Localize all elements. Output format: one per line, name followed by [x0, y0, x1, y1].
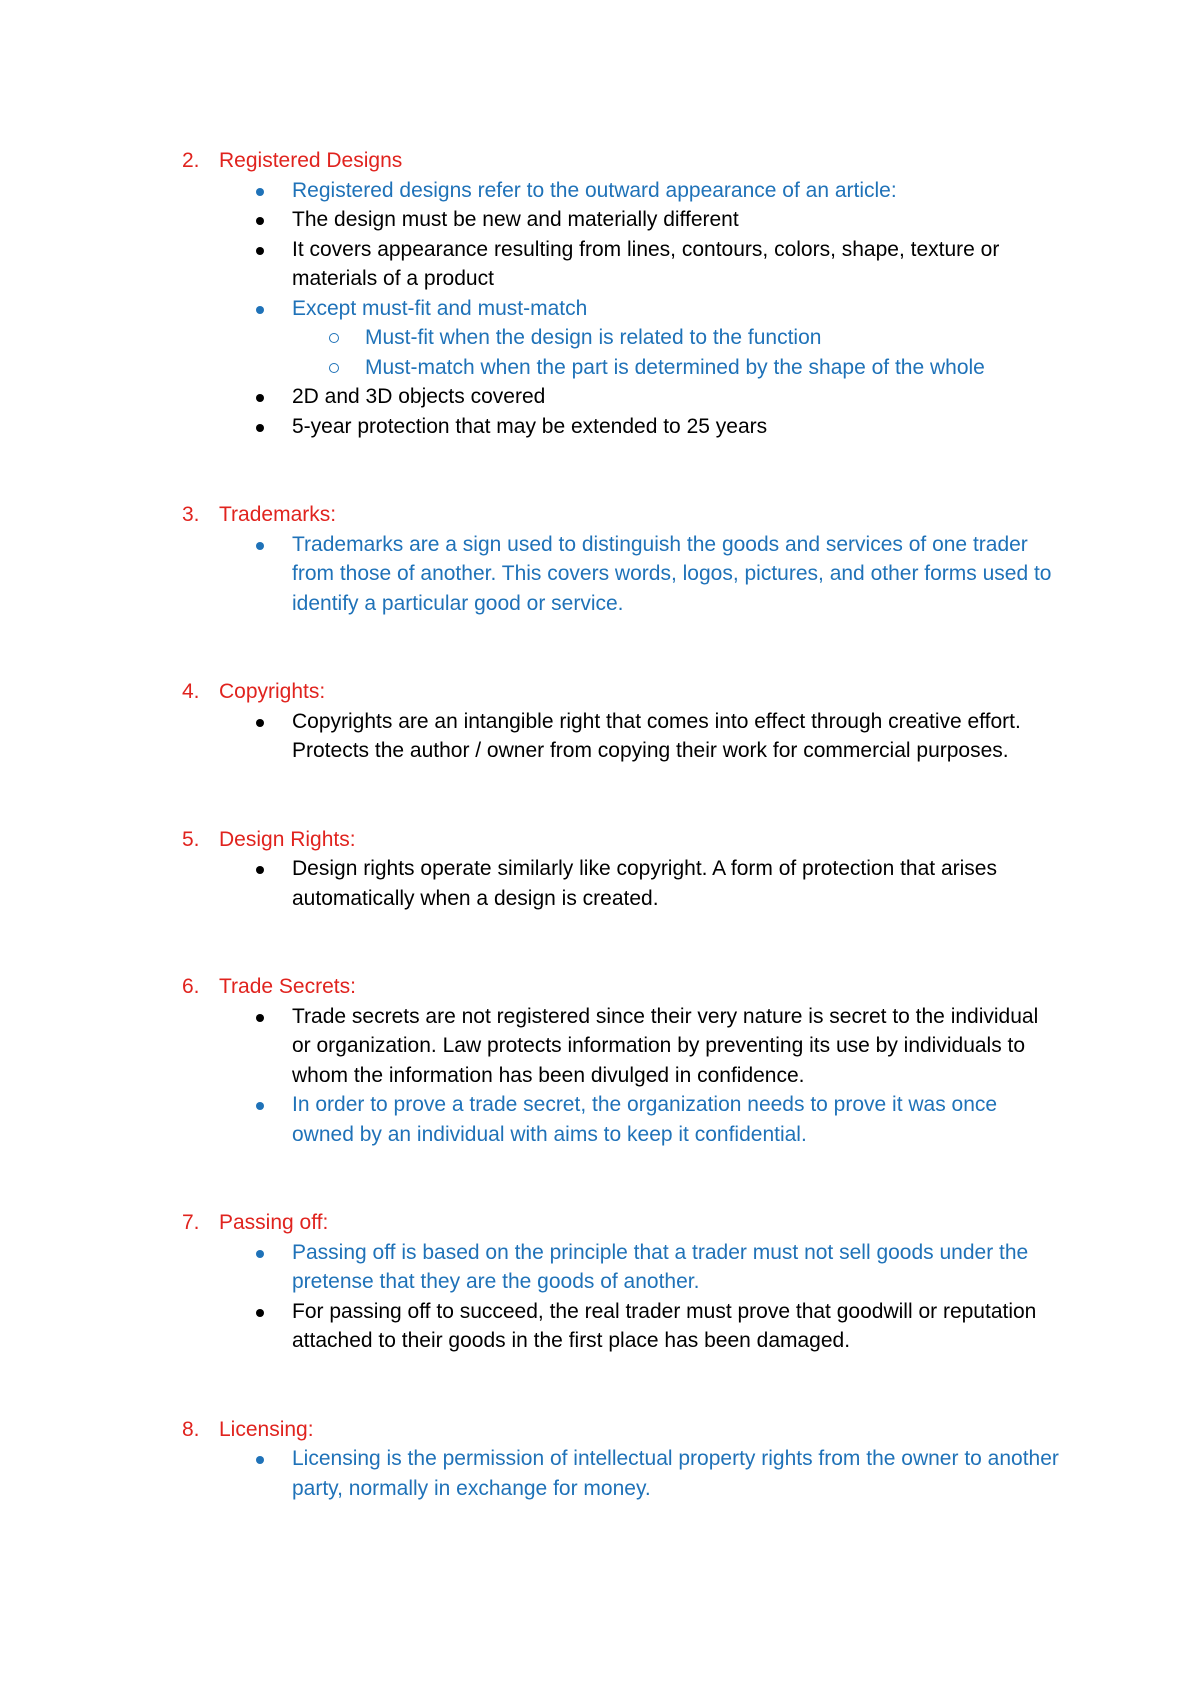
bullet-icon — [256, 424, 264, 432]
section — [0, 146, 1200, 441]
list-item — [0, 294, 1200, 324]
section-heading — [0, 972, 1200, 1002]
sub-list-item — [0, 323, 1200, 353]
section-number: 7. — [182, 1211, 200, 1234]
circle-bullet-icon — [329, 363, 339, 373]
list-item-text: Licensing is the permission of intellectual property rights from the owner to another party, normally in exchange for money. — [292, 1447, 1059, 1500]
section — [0, 677, 1200, 766]
list-item — [0, 1002, 1200, 1091]
list-item — [0, 205, 1200, 235]
section-title: Trade Secrets: — [219, 975, 356, 998]
list-item-text: Except must-fit and must-match — [292, 296, 588, 320]
list-item-text: The design must be new and materially different — [292, 208, 739, 231]
bullet-icon — [256, 1102, 264, 1110]
section-heading — [0, 1415, 1200, 1445]
section-heading — [0, 825, 1200, 855]
bullet-icon — [256, 217, 264, 225]
list-item-text: Registered designs refer to the outward appearance of an article: — [292, 178, 897, 202]
section — [0, 1415, 1200, 1504]
bullet-icon — [256, 1309, 264, 1317]
sub-list-item — [0, 353, 1200, 383]
section-number: 2. — [182, 149, 200, 172]
list-item — [0, 854, 1200, 913]
list-item-text: For passing off to succeed, the real trader must prove that goodwill or reputation attached to their goods in the first place has been damaged. — [292, 1299, 1037, 1352]
list-item — [0, 1297, 1200, 1356]
section-title: Trademarks: — [219, 503, 337, 526]
list-item-text: Design rights operate similarly like copyright. A form of protection that arises automatically when a design is created. — [292, 857, 997, 910]
bullet-list — [0, 1444, 1200, 1503]
section-number: 8. — [182, 1417, 200, 1441]
section-title: Registered Designs — [219, 149, 403, 172]
bullet-icon — [256, 188, 264, 196]
bullet-icon — [256, 394, 264, 402]
section-heading — [0, 500, 1200, 530]
list-item — [0, 707, 1200, 766]
bullet-icon — [256, 1250, 264, 1258]
list-item — [0, 382, 1200, 412]
bullet-icon — [256, 247, 264, 255]
section — [0, 500, 1200, 618]
bullet-icon — [256, 1456, 264, 1464]
section-title: Licensing: — [219, 1417, 314, 1441]
list-item-text: Trademarks are a sign used to distinguish the goods and services of one trader from those of another. This covers words, logos, pictures, and other forms used to identify a particular good or service. — [292, 532, 1052, 615]
list-item-text: Trade secrets are not registered since their very nature is secret to the individual or organization. Law protects information by preventing its use by individuals to whom the information has been divulged in confidence. — [292, 1004, 1039, 1087]
bullet-list — [0, 1238, 1200, 1356]
section — [0, 825, 1200, 914]
circle-bullet-icon — [329, 333, 339, 343]
bullet-list — [0, 530, 1200, 619]
bullet-icon — [256, 542, 264, 550]
section-title: Design Rights: — [219, 827, 356, 851]
list-item-text: Copyrights are an intangible right that comes into effect through creative effort. Protects the author / owner from copying their work for commercial purposes. — [292, 709, 1021, 762]
section-title: Passing off: — [219, 1211, 329, 1234]
list-item-text: 2D and 3D objects covered — [292, 385, 546, 408]
section-title: Copyrights: — [219, 680, 326, 703]
list-item — [0, 530, 1200, 619]
list-item — [0, 235, 1200, 294]
section — [0, 972, 1200, 1149]
section-number: 3. — [182, 503, 200, 526]
list-item — [0, 1090, 1200, 1149]
bullet-list — [0, 707, 1200, 766]
bullet-icon — [256, 1014, 264, 1022]
bullet-list — [0, 1002, 1200, 1150]
section-heading — [0, 1208, 1200, 1238]
list-item-text: 5-year protection that may be extended to 25 years — [292, 414, 768, 438]
bullet-icon — [256, 866, 264, 874]
list-item-text: Passing off is based on the principle that a trader must not sell goods under the pretense that they are the goods of another. — [292, 1240, 1029, 1293]
bullet-list — [0, 176, 1200, 442]
list-item-text: In order to prove a trade secret, the organization needs to prove it was once owned by an individual with aims to keep it confidential. — [292, 1093, 998, 1146]
section-number: 4. — [182, 680, 200, 703]
section — [0, 1208, 1200, 1356]
list-item — [0, 176, 1200, 206]
sub-list-item-text: Must-fit when the design is related to the function — [365, 326, 822, 349]
bullet-list — [0, 854, 1200, 913]
section-heading — [0, 677, 1200, 707]
list-item — [0, 1444, 1200, 1503]
section-heading — [0, 146, 1200, 176]
sub-list-item-text: Must-match when the part is determined by the shape of the whole — [365, 355, 985, 379]
list-item — [0, 412, 1200, 442]
list-item-text: It covers appearance resulting from lines, contours, colors, shape, texture or materials of a product — [292, 237, 1000, 290]
bullet-icon — [256, 719, 264, 727]
section-number: 5. — [182, 827, 200, 851]
document-page — [0, 146, 1200, 1503]
list-item — [0, 1238, 1200, 1297]
section-number: 6. — [182, 975, 200, 998]
bullet-icon — [256, 306, 264, 314]
